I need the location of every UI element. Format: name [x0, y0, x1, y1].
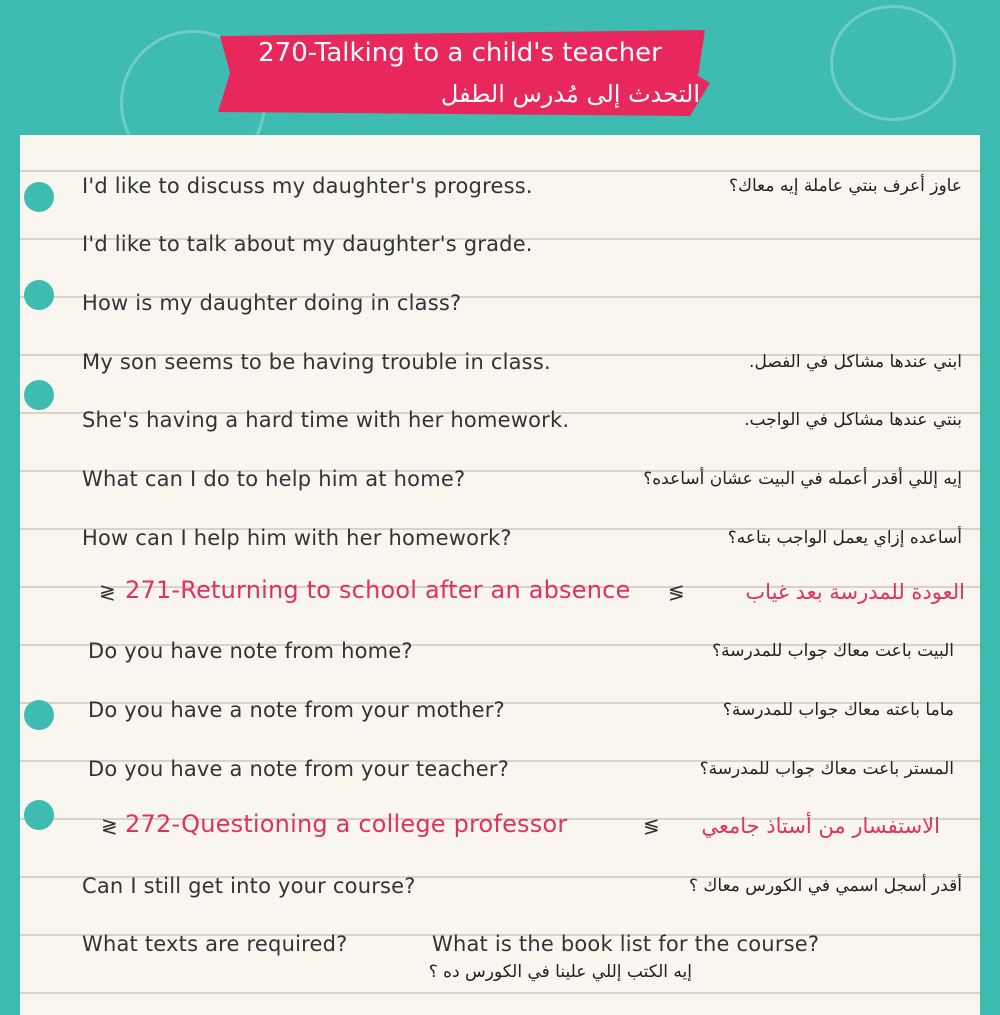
- english-phrase: How is my daughter doing in class?: [82, 291, 462, 315]
- binder-hole: [24, 380, 54, 410]
- page-title: 270-Talking to a child's teacher: [258, 38, 662, 68]
- list-item: [88, 751, 954, 791]
- section-title-arabic: الاستفسار من أستاذ جامعي: [701, 814, 940, 838]
- list-item: [82, 520, 962, 560]
- section-heading-271: [95, 574, 965, 614]
- sparkle-icon: ≷: [101, 814, 118, 838]
- binder-hole: [24, 182, 54, 212]
- list-item: [82, 461, 962, 501]
- list-item: [82, 344, 962, 384]
- arabic-phrase: أساعده إزاي يعمل الواجب بتاعه؟: [727, 528, 962, 548]
- english-phrase: She's having a hard time with her homework.: [82, 408, 570, 432]
- section-title: 271-Returning to school after an absence: [125, 576, 631, 604]
- list-item: [82, 926, 962, 996]
- arabic-phrase: أقدر أسجل اسمي في الكورس معاك ؟: [688, 876, 962, 896]
- binder-hole: [24, 700, 54, 730]
- english-phrase: How can I help him with her homework?: [82, 526, 512, 550]
- sparkle-icon: ≶: [668, 580, 685, 604]
- binder-hole: [24, 280, 54, 310]
- english-phrase: Do you have a note from your mother?: [88, 698, 505, 722]
- arabic-phrase: البيت باعت معاك جواب للمدرسة؟: [712, 641, 954, 661]
- list-item: [88, 633, 954, 673]
- english-phrase: I'd like to talk about my daughter's grade.: [82, 232, 533, 256]
- list-item: [82, 226, 962, 266]
- list-item: [82, 868, 962, 908]
- list-item: [82, 285, 962, 325]
- list-item: [82, 402, 962, 442]
- section-title: 272-Questioning a college professor: [125, 810, 568, 838]
- arabic-phrase: إيه إللي أقدر أعمله في البيت عشان أساعده؟: [643, 469, 962, 489]
- arabic-phrase: المستر باعت معاك جواب للمدرسة؟: [699, 759, 954, 779]
- english-phrase: What texts are required?: [82, 932, 348, 956]
- section-title-arabic: العودة للمدرسة بعد غياب: [745, 580, 965, 604]
- arabic-phrase: بنتي عندها مشاكل في الواجب.: [744, 410, 962, 430]
- english-phrase: Can I still get into your course?: [82, 874, 416, 898]
- sparkle-icon: ≷: [99, 580, 116, 604]
- binder-hole: [24, 800, 54, 830]
- english-phrase: Do you have note from home?: [88, 639, 413, 663]
- title-banner: [210, 28, 710, 118]
- arabic-phrase: ماما باعته معاك جواب للمدرسة؟: [722, 700, 954, 720]
- list-item: [82, 168, 962, 208]
- page-title-arabic: التحدث إلى مُدرس الطفل: [440, 80, 700, 108]
- apple-decoration: [830, 5, 956, 121]
- sparkle-icon: ≶: [643, 814, 660, 838]
- arabic-phrase: ابني عندها مشاكل في الفصل.: [749, 352, 962, 372]
- section-heading-272: [95, 808, 965, 848]
- english-phrase: What can I do to help him at home?: [82, 467, 466, 491]
- english-phrase: Do you have a note from your teacher?: [88, 757, 510, 781]
- list-item: [88, 692, 954, 732]
- arabic-phrase: إيه الكتب إللي علينا في الكورس ده ؟: [428, 962, 692, 982]
- english-phrase-alt: What is the book list for the course?: [432, 932, 820, 956]
- english-phrase: I'd like to discuss my daughter's progress.: [82, 174, 533, 198]
- arabic-phrase: عاوز أعرف بنتي عاملة إيه معاك؟: [728, 176, 962, 196]
- english-phrase: My son seems to be having trouble in class.: [82, 350, 551, 374]
